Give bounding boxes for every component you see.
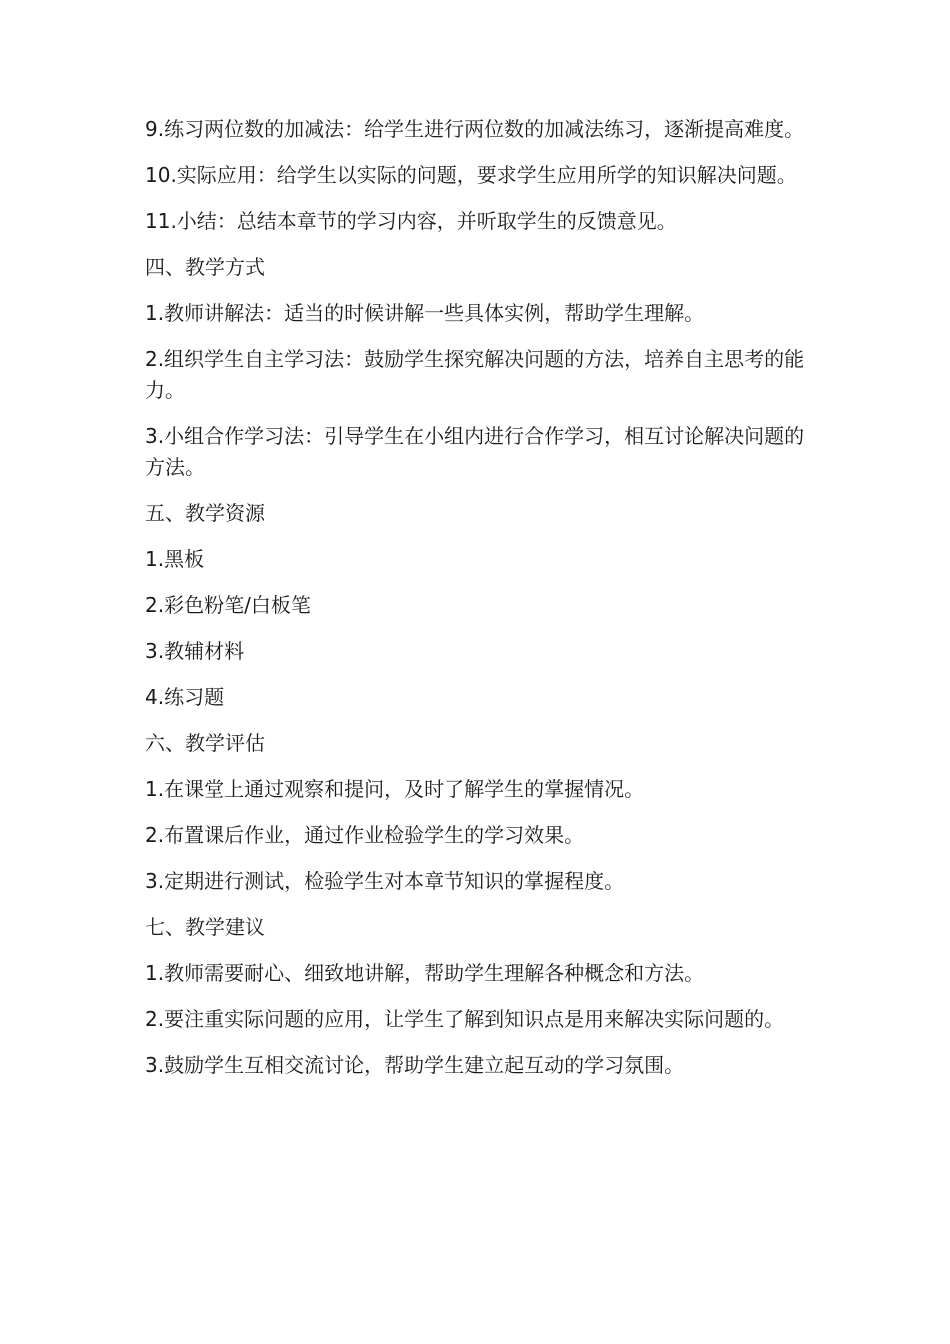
list-item-method-lecture: 1.教师讲解法：适当的时候讲解一些具体实例，帮助学生理解。 bbox=[145, 301, 705, 325]
list-item-resource-chalk: 2.彩色粉笔/白板笔 bbox=[145, 593, 311, 617]
list-item-resource-materials: 3.教辅材料 bbox=[145, 639, 245, 663]
list-item-summary: 11.小结：总结本章节的学习内容，并听取学生的反馈意见。 bbox=[145, 209, 677, 233]
list-item-suggestion-discussion: 3.鼓励学生互相交流讨论，帮助学生建立起互动的学习氛围。 bbox=[145, 1053, 685, 1077]
section-heading-teaching-evaluation: 六、教学评估 bbox=[145, 731, 265, 755]
list-item-resource-blackboard: 1.黑板 bbox=[145, 547, 205, 571]
section-heading-teaching-methods: 四、教学方式 bbox=[145, 255, 265, 279]
list-item-eval-homework: 2.布置课后作业，通过作业检验学生的学习效果。 bbox=[145, 823, 585, 847]
list-item-eval-tests: 3.定期进行测试，检验学生对本章节知识的掌握程度。 bbox=[145, 869, 625, 893]
list-item-method-self-study: 2.组织学生自主学习法：鼓励学生探究解决问题的方法，培养自主思考的能力。 bbox=[145, 347, 805, 402]
document-body bbox=[145, 114, 810, 1096]
section-heading-teaching-suggestions: 七、教学建议 bbox=[145, 915, 265, 939]
section-heading-teaching-resources: 五、教学资源 bbox=[145, 501, 265, 525]
list-item-suggestion-patience: 1.教师需要耐心、细致地讲解，帮助学生理解各种概念和方法。 bbox=[145, 961, 705, 985]
list-item-eval-observation: 1.在课堂上通过观察和提问，及时了解学生的掌握情况。 bbox=[145, 777, 645, 801]
list-item-suggestion-application: 2.要注重实际问题的应用，让学生了解到知识点是用来解决实际问题的。 bbox=[145, 1007, 785, 1031]
list-item-practice-addition: 9.练习两位数的加减法：给学生进行两位数的加减法练习，逐渐提高难度。 bbox=[145, 117, 805, 141]
list-item-resource-exercises: 4.练习题 bbox=[145, 685, 225, 709]
list-item-method-group: 3.小组合作学习法：引导学生在小组内进行合作学习，相互讨论解决问题的方法。 bbox=[145, 424, 805, 479]
list-item-practical-application: 10.实际应用：给学生以实际的问题，要求学生应用所学的知识解决问题。 bbox=[145, 163, 797, 187]
